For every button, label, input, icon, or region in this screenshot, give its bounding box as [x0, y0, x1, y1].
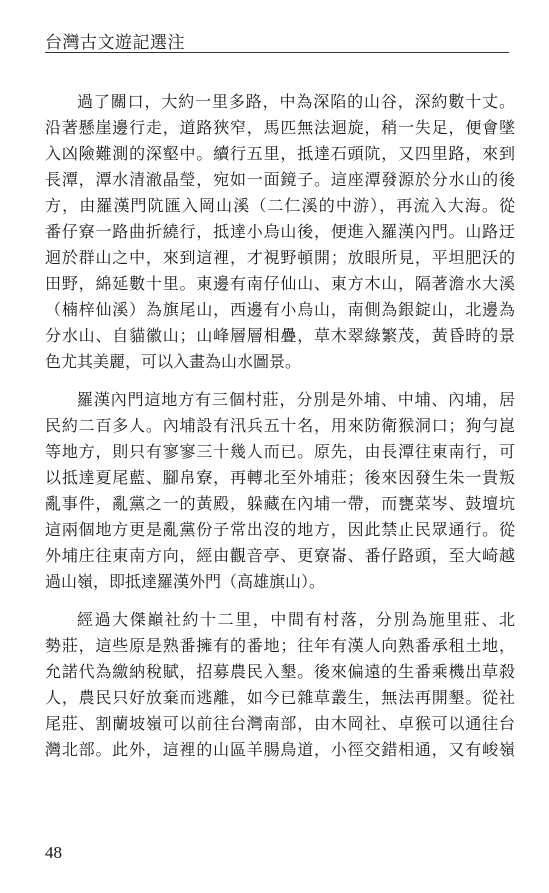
text-line: 這兩個地方更是亂黨份子常出沒的地方，因此禁止民眾通行。從	[45, 520, 515, 539]
text-line: 亂事件，亂黨之一的黃殿，躲藏在內埔一帶，而甕菜岑、鼓壇坑	[45, 494, 515, 513]
text-line: （楠梓仙溪）為旗尾山，西邊有小烏山，南側為銀錠山，北邊為	[45, 300, 515, 319]
text-line: 民約二百多人。內埔設有汛兵五十名，用來防衛猴洞口；狗勻崑	[45, 416, 515, 435]
text-line: 田野，綿延數十里。東邊有南仔仙山、東方木山，隔著澹水大溪	[45, 274, 515, 293]
text-line: 沿著懸崖邊行走，道路狹窄，馬匹無法迴旋，稍一失足，便會墜	[45, 118, 515, 137]
paragraph-1	[45, 89, 515, 375]
text-line: 長潭，潭水清澈晶瑩，宛如一面鏡子。這座潭發源於分水山的後	[45, 170, 515, 189]
text-line: 等地方，則只有寥寥三十幾人而已。原先，由長潭往東南行，可	[45, 442, 515, 461]
paragraph-2	[45, 387, 515, 595]
text-line: 羅漢內門這地方有三個村莊，分別是外埔、中埔、內埔，居	[77, 390, 515, 409]
text-line: 灣北部。此外，這裡的山區羊腸鳥道，小徑交錯相通，又有峻嶺	[45, 740, 515, 759]
page-number: 48	[45, 843, 62, 862]
text-line: 分水山、自貓徽山；山峰層層相疊，草木翠綠繁茂，黃昏時的景	[45, 326, 515, 345]
text-line: 番仔寮一路曲折繞行，抵達小烏山後，便進入羅漢內門。山路迂	[45, 222, 515, 241]
text-line: 色尤其美麗，可以入畫為山水圖景。	[45, 352, 302, 371]
text-line: 尾莊、割蘭坡嶺可以前往台灣南部，由木岡社、卓猴可以通往台	[45, 714, 515, 733]
text-line: 過了關口，大約一里多路，中為深陷的山谷，深約數十丈。	[77, 92, 515, 111]
header-rule	[45, 52, 509, 53]
text-line: 經過大傑巔社約十二里，中間有村落，分別為施里莊、北	[77, 610, 515, 629]
text-line: 人，農民只好放棄而逃離，如今已雜草叢生，無法再開墾。從社	[45, 688, 515, 707]
text-line: 允諾代為繳納稅賦，招募農民入墾。後來偏遠的生番乘機出草殺	[45, 662, 515, 681]
text-line: 方，由羅漢門阬匯入岡山溪（二仁溪的中游），再流入大海。從	[45, 196, 515, 215]
text-line: 過山嶺，即抵達羅漢外門（高雄旗山）。	[45, 572, 326, 591]
text-line: 外埔庄往東南方向，經由觀音亭、更寮崙、番仔路頭，至大崎越	[45, 546, 515, 565]
text-line: 入凶險難測的深壑中。續行五里，抵達石頭阬，又四里路，來到	[45, 144, 515, 163]
running-header-title: 台灣古文遊記選注	[45, 33, 185, 53]
text-line: 迴於群山之中，來到這裡，才視野頓開；放眼所見，平坦肥沃的	[45, 248, 515, 267]
text-line: 以抵達夏尾藍、腳帛寮，再轉北至外埔莊；後來因發生朱一貴叛	[45, 468, 515, 487]
paragraph-3	[45, 607, 515, 763]
body-text	[45, 89, 515, 775]
text-line: 勢莊，這些原是熟番擁有的番地；往年有漢人向熟番承租土地，	[45, 636, 515, 655]
